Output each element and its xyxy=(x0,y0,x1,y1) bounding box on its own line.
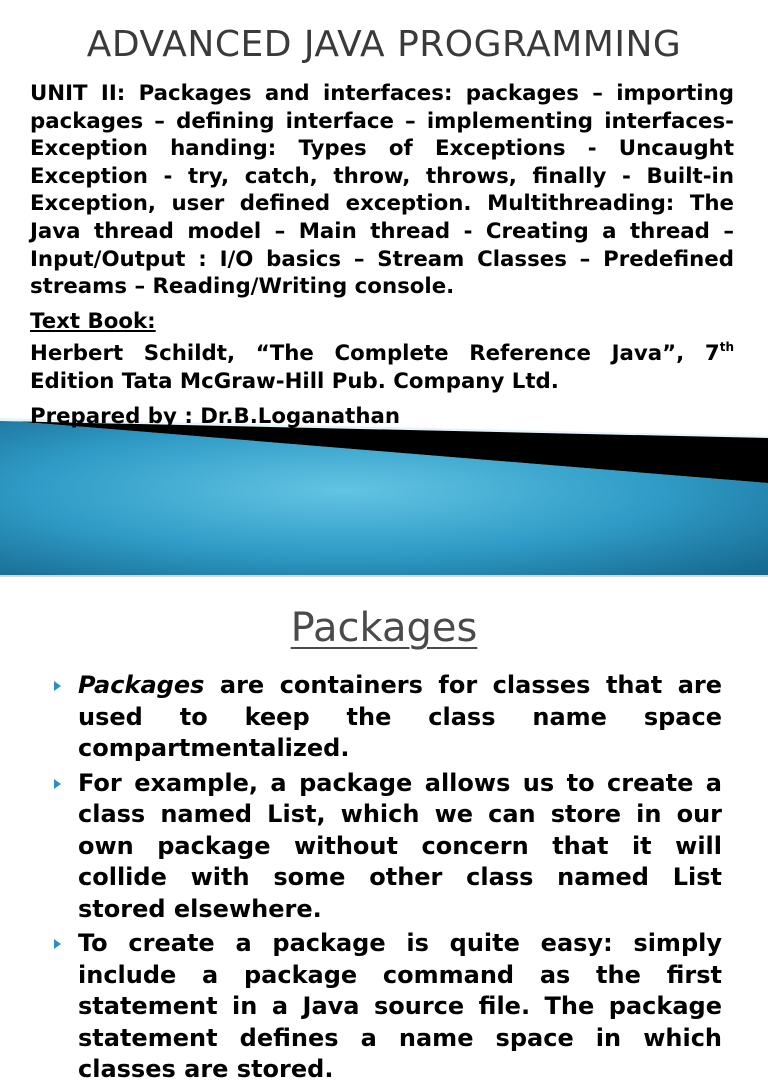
textbook-heading xyxy=(30,308,734,336)
unit-text: : packages – importing packages – defining interface – implementing xyxy=(30,81,734,134)
reference-rest: Edition Tata McGraw-Hill Pub. Company Ltd. xyxy=(30,368,559,394)
bullet-text: stored elsewhere. xyxy=(78,894,322,923)
reference-main: Herbert Schildt, “The Complete Reference Java”, 7 xyxy=(30,341,720,367)
bullet-item xyxy=(50,670,722,765)
bullet-bold: List xyxy=(267,800,317,828)
bullet-text: For example, a package allows us to create a class named xyxy=(78,768,722,828)
bullet-item xyxy=(50,928,722,1086)
bullet-list xyxy=(50,670,722,1089)
textbook-reference xyxy=(30,340,734,395)
bullet-arrow-icon xyxy=(54,681,61,691)
slide-title: ADVANCED JAVA PROGRAMMING xyxy=(86,24,682,65)
syllabus-text xyxy=(30,80,734,430)
reference-superscript: th xyxy=(719,340,734,355)
unit-label: UNIT II: Packages and interfaces xyxy=(30,81,444,106)
slide-2-title xyxy=(0,605,768,651)
exceptions-text: Types of Exceptions - Uncaught Exception - try, catch, throw, throws, finally - Built-in Exception, user defined exception. xyxy=(30,136,734,217)
syllabus-paragraph xyxy=(30,80,734,301)
multithreading-text: The Java thread model – Main thread - Creating a thread – xyxy=(30,191,734,244)
prepared-by: Prepared by : Dr.B.Loganathan xyxy=(30,403,401,429)
textbook-label: Text Book: xyxy=(30,308,156,334)
packages-heading: Packages xyxy=(290,605,478,651)
bullet-bold: package xyxy=(608,992,722,1020)
bullet-arrow-icon xyxy=(54,779,61,789)
slide-divider xyxy=(0,575,768,577)
io-text: I/O basics – Stream Classes – Predefined streams – Reading/Writing console. xyxy=(30,246,734,300)
bullet-text: , which we can store in our own package without concern that it will collide with some other class named xyxy=(78,800,722,891)
bullet-text: command as the first statement in a Java source file. The xyxy=(78,960,722,1020)
multithreading-label: Multithreading: xyxy=(487,191,675,217)
bullet-text: To create a package is quite easy: simply include a xyxy=(78,929,722,989)
bullet-text: statement defines a name space in which classes are stored. xyxy=(78,1023,722,1083)
bullet-bold: List xyxy=(672,863,722,891)
bullet-item xyxy=(50,768,722,926)
bullet-text: are containers for classes that are used to keep the class name space compartmentalized. xyxy=(78,671,722,762)
interfaces-label: interfaces-Exception handing: xyxy=(30,108,734,162)
io-label: Input/Output : xyxy=(30,246,207,272)
bullet-emphasis: Packages xyxy=(78,671,205,699)
bullet-bold: package xyxy=(243,960,358,989)
bullet-arrow-icon xyxy=(54,939,61,949)
